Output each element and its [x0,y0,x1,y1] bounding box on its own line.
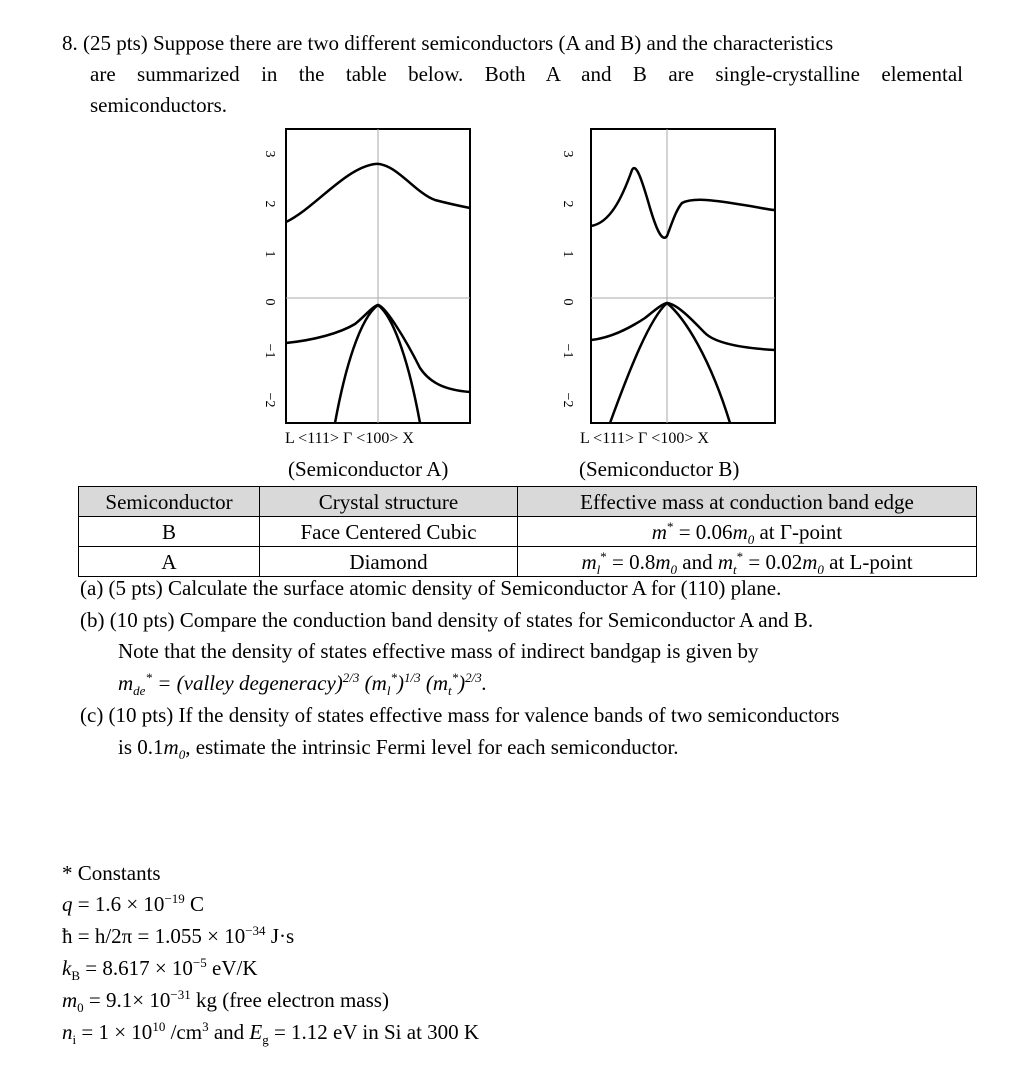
band-plot-a [285,128,471,424]
properties-table [78,486,977,577]
cell-structure: Diamond [260,547,518,577]
problem-line-1: 8. (25 pts) Suppose there are two different semiconductors (A and B) and the characteristics [62,31,834,55]
constant-hbar: ħ = $h/2\pi = 1.055 \times 10^{-34}$ J·s [62,923,295,948]
caption-a: (Semiconductor A) [288,457,449,481]
question-b-line-2: Note that the density of states effective mass of indirect bandgap is given by [118,639,759,663]
cell-structure: Face Centered Cubic [260,517,518,547]
header-crystal-structure: Crystal structure [260,487,518,517]
valence-band-b-2 [610,303,730,423]
ytick-1: 1 [262,250,277,258]
question-a: (a) (5 pts) Calculate the surface atomic density of Semiconductor A for (110) plane. [80,576,782,600]
ytick-neg2: −2 [560,392,575,408]
ytick-2: 2 [262,200,277,208]
ytick-3: 3 [560,150,575,158]
question-c-line-1: (c) (10 pts) If the density of states effective mass for valence bands of two semiconductors [80,703,840,727]
cell-mass: $m_l^* = 0.8m_0$ and $m_t^* = 0.02m_0$ at L-point [518,547,977,577]
ytick-neg1: −1 [262,343,277,359]
ytick-3: 3 [262,150,277,158]
cell-name: B [79,517,260,547]
conduction-band-b [591,168,775,238]
band-plot-b [590,128,776,424]
ytick-neg2: −2 [262,392,277,408]
constant-m0: $m_0 = 9.1\times 10^{-31}$ kg (free electron mass) [62,987,389,1016]
constant-ni: $n_i = 1 \times 10^{10}$ $/cm^3$ and $E_g = 1.12$ eV in Si at 300 K [62,1019,480,1048]
header-effective-mass: Effective mass at conduction band edge [518,487,977,517]
ytick-2: 2 [560,200,575,208]
ytick-0: 0 [560,298,575,306]
problem-line-3: semiconductors. [90,93,228,117]
question-c-line-2: is $0.1m_0$, estimate the intrinsic Fermi level for each semiconductor. [118,735,679,763]
question-b-line-1: (b) (10 pts) Compare the conduction band density of states for Semiconductor A and B. [80,608,814,632]
question-b-formula: $m_{de}^*$ = (valley degeneracy)$^{2/3}$ $(m_l^*)^{1/3}$ $(m_t^*)^{2/3}$. [118,670,487,699]
header-semiconductor: Semiconductor [79,487,260,517]
ytick-neg1: −1 [560,343,575,359]
ytick-0: 0 [262,298,277,306]
constant-kb: $k_B = 8.617 \times 10^{-5}$ eV/K [62,955,258,984]
constant-q: $q = 1.6 \times 10^{-19}$ C [62,891,205,916]
cell-name: A [79,547,260,577]
ytick-1: 1 [560,250,575,258]
cell-mass: $m^* = 0.06m_0$ at Γ-point [518,517,977,547]
table-header-row [79,487,977,517]
constants-title: * Constants [62,861,161,885]
x-axis-label-a: L <111> Γ <100> X [285,430,414,447]
caption-b: (Semiconductor B) [579,457,740,481]
problem-line-2: are summarized in the table below. Both A and B are single-crystalline elemental [90,62,963,86]
table-row [79,517,977,547]
valence-band-b-1 [591,303,775,350]
table-row [79,547,977,577]
x-axis-label-b: L <111> Γ <100> X [580,430,709,447]
